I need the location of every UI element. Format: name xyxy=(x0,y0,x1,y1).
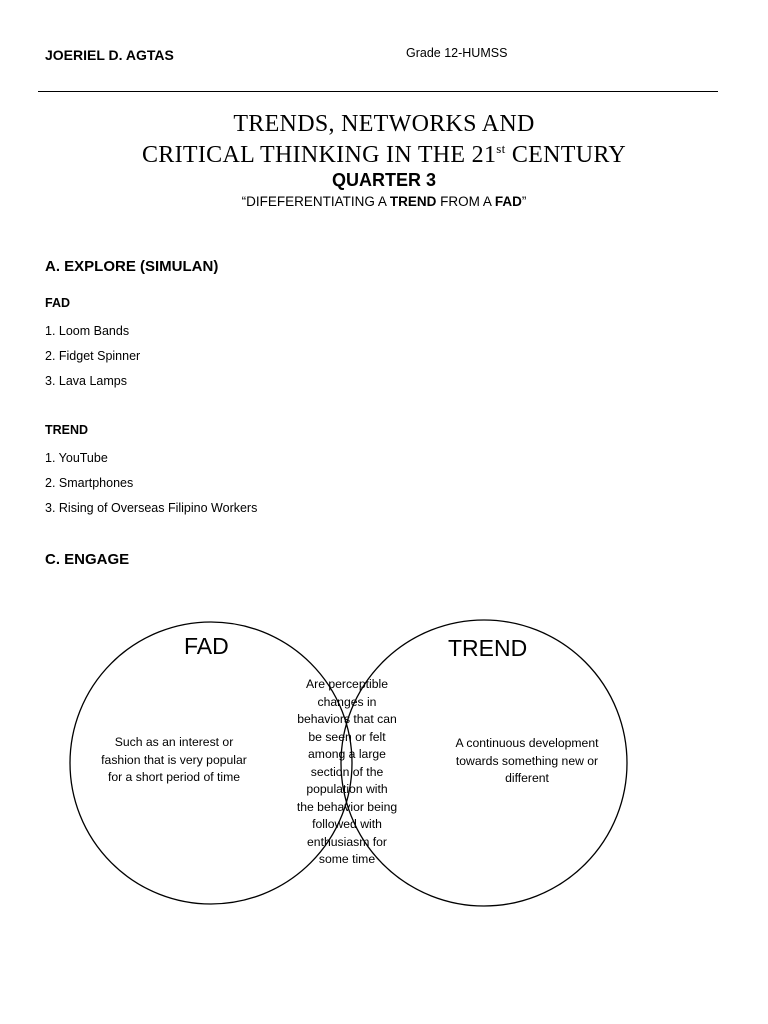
venn-overlap-text-line: changes in xyxy=(317,694,377,709)
title-line-2-prefix: CRITICAL THINKING IN THE 21 xyxy=(142,142,497,168)
venn-overlap-text-line: Are perceptible xyxy=(306,677,388,691)
venn-overlap-text-line: enthusiasm for xyxy=(307,834,387,849)
venn-trend-text-line: different xyxy=(505,771,549,785)
venn-overlap-text-line: be seen or felt xyxy=(308,729,386,744)
venn-fad-title: FAD xyxy=(184,633,229,659)
venn-overlap-text-line: population with xyxy=(306,782,388,796)
venn-overlap-description xyxy=(273,676,421,869)
subtitle-close: ” xyxy=(521,194,527,209)
subtitle-mid: FROM A xyxy=(436,194,495,209)
venn-fad-text-line: fashion that is very popular xyxy=(101,752,247,767)
student-name: JOERIEL D. AGTAS xyxy=(45,47,174,63)
venn-overlap-text-line: the behavior being xyxy=(296,799,398,814)
venn-trend-title: TREND xyxy=(448,635,528,661)
trend-heading: TREND xyxy=(45,423,89,437)
trend-item: 3. Rising of Overseas Filipino Workers xyxy=(45,501,258,515)
subtitle-open: “DIFEFERENTIATING A xyxy=(241,194,390,209)
grade-level: Grade 12-HUMSS xyxy=(406,46,508,60)
venn-trend-text-line: A continuous development xyxy=(455,736,599,750)
venn-trend-text-line: towards something new or xyxy=(455,753,599,768)
fad-heading: FAD xyxy=(45,296,70,310)
trend-item: 1. YouTube xyxy=(45,451,108,465)
subtitle-trend: TREND xyxy=(389,194,437,209)
quarter-label: QUARTER 3 xyxy=(331,170,436,190)
venn-fad-text-line: for a short period of time xyxy=(107,770,241,784)
venn-overlap-text-line: some time xyxy=(318,852,376,866)
venn-overlap-text-line: section of the xyxy=(310,764,384,779)
venn-trend-description xyxy=(432,735,622,788)
fad-item: 1. Loom Bands xyxy=(45,324,130,338)
explore-heading: A. EXPLORE (SIMULAN) xyxy=(45,258,219,275)
fad-item: 3. Lava Lamps xyxy=(45,374,127,388)
title-line-2-superscript: st xyxy=(496,141,506,156)
engage-heading: C. ENGAGE xyxy=(45,551,130,568)
title-line-2-suffix: CENTURY xyxy=(505,142,626,168)
venn-overlap-text-line: behaviors that can xyxy=(297,712,397,726)
trend-item: 2. Smartphones xyxy=(45,476,134,490)
venn-overlap-text-line: among a large xyxy=(308,747,386,761)
venn-fad-text-line: Such as an interest or xyxy=(114,735,234,749)
venn-fad-description xyxy=(79,734,269,787)
subtitle-fad: FAD xyxy=(494,194,522,209)
title-line-1: TRENDS, NETWORKS AND xyxy=(233,111,535,137)
venn-overlap-text-line: followed with xyxy=(312,817,382,831)
fad-item: 2. Fidget Spinner xyxy=(45,349,141,363)
